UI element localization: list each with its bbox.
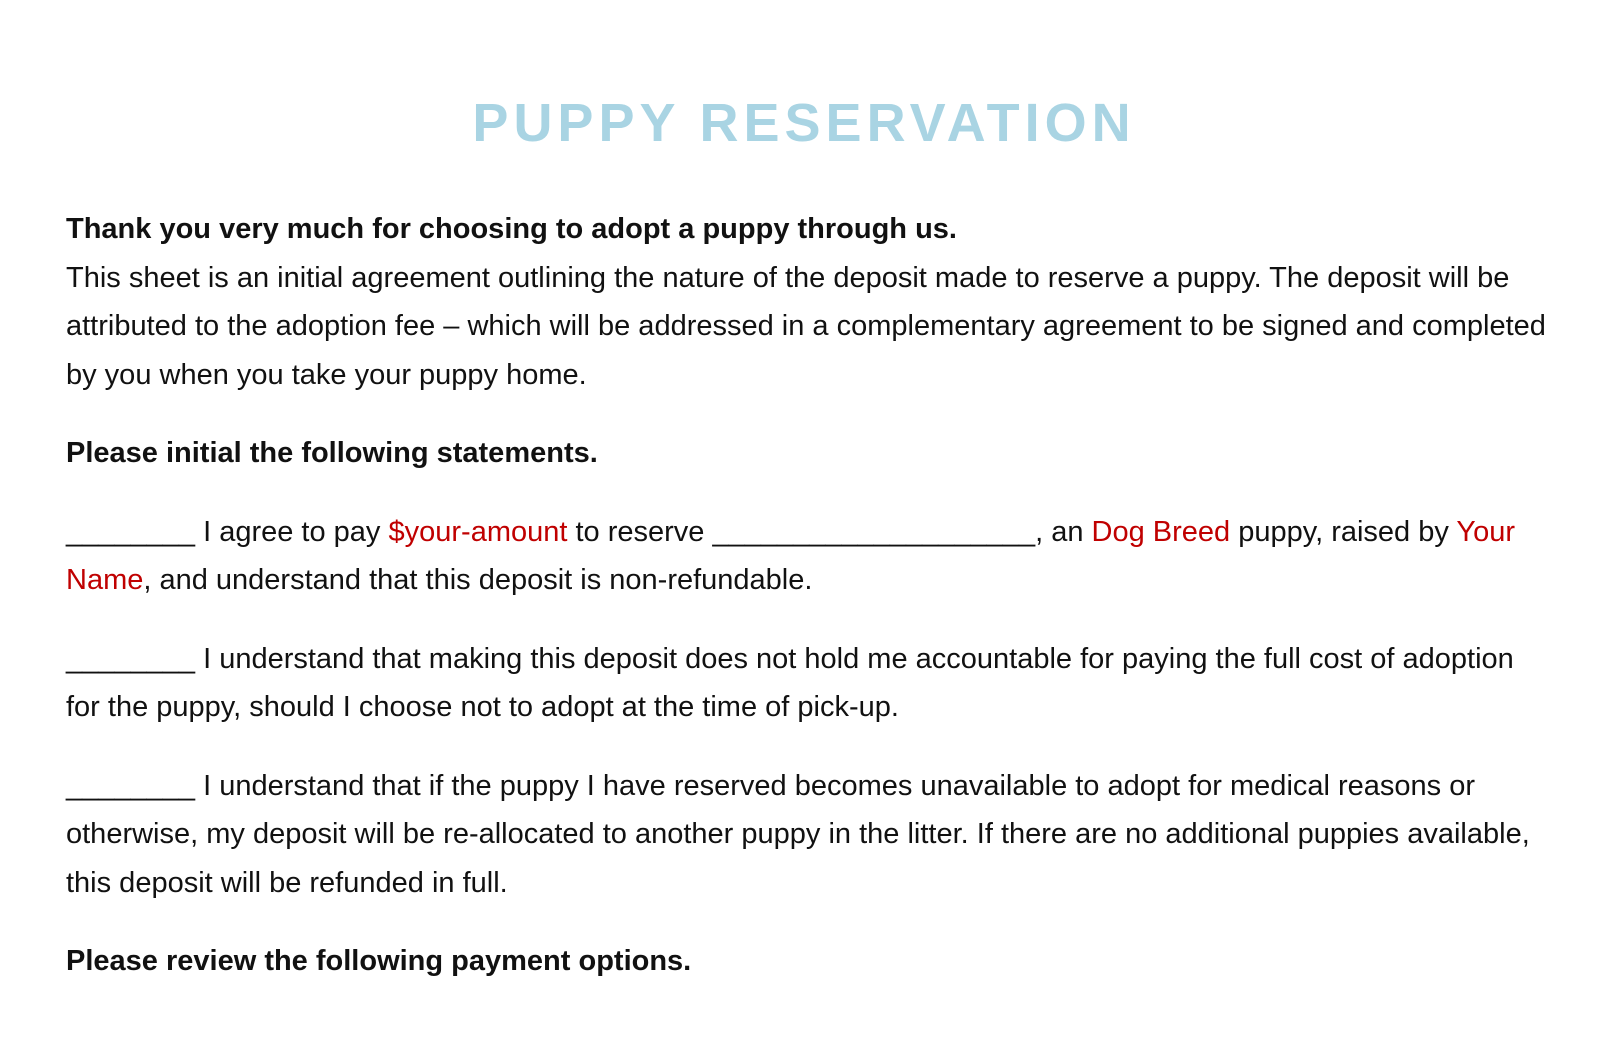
intro-paragraph: This sheet is an initial agreement outlining the nature of the deposit made to reserve a puppy. The deposit will be attributed to the adoption fee – which will be addressed in a complementary agreement to be signed and completed by you when you take your puppy home. [66,261,1546,391]
document-title: PUPPY RESERVATION [472,93,1136,153]
breed-placeholder: Dog Breed [1091,515,1231,548]
statement-deposit [66,508,1546,605]
initial-blank[interactable]: ________ [66,642,196,675]
statement-text: I understand that making this deposit does not hold me accountable for paying the full cost of adoption for the puppy, should I choose not to adopt at the time of pick-up. [66,642,1514,723]
puppy-name-blank[interactable]: ____________________ [712,515,1036,548]
breeder-placeholder: Your Name [66,515,1516,596]
initial-blank[interactable]: ________ [66,769,196,802]
amount-placeholder: $your-amount [388,515,568,548]
initial-blank[interactable]: ________ [66,515,196,548]
statement-text: , an [1035,515,1092,548]
statement-text: I agree to pay [195,515,389,548]
statement-text: , and understand that this deposit is non-refundable. [143,564,813,596]
statement-reallocation [66,762,1546,908]
statement-text: to reserve [567,515,713,548]
statement-text: I understand that if the puppy I have reserved becomes unavailable to adopt for medical reasons or otherwise, my deposit will be re-allocated to another puppy in the litter. If there are no additional puppies available, this deposit will be refunded in full. [66,769,1530,899]
initial-heading: Please initial the following statements. [66,437,598,469]
payment-heading: Please review the following payment options. [66,945,692,977]
statement-text: puppy, raised by [1230,515,1457,548]
intro-heading: Thank you very much for choosing to adopt a puppy through us. [66,213,957,245]
document-body [66,205,1546,986]
statement-not-accountable [66,635,1546,732]
